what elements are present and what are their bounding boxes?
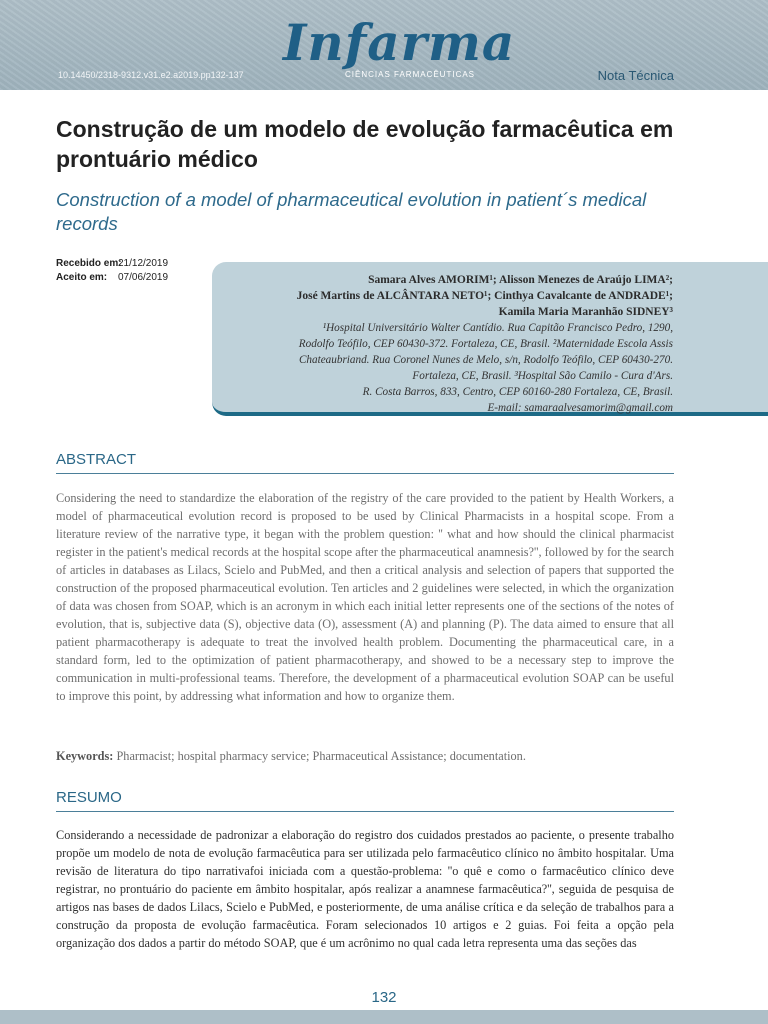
keywords-line <box>56 749 674 764</box>
received-label: Recebido em: <box>56 258 122 269</box>
keywords-label: Keywords: <box>56 749 114 763</box>
resumo-text: Considerando a necessidade de padronizar a elaboração do registro dos cuidados prestados ao paciente, o presente trabalho propõe um modelo de nota de evolução farmacêutica para ser utilizada pelo farmacêutico clínico no âmbito hospitalar. Uma revisão de literatura do tipo narrativafoi iniciada com a questão-problema: ''o quê e como o farmacêutico clínico deve registrar, no prontuário do paciente em âmbito hospitalar, após realizar a anamnese farmacêutica?'', seguida de pesquisa de artigos nas bases de dados Lilacs, Scielo e PubMed, e posteriormente, de uma análise crítica e da seleção de trabalhos para a construção da proposta de evolução farmacêutica. Foram selecionados 10 artigos e 2 guias. Foi feita a opção pela organização dos dados a partir do método SOAP, que é um acrônimo no qual cada letra representa uma das seções das <box>56 828 674 950</box>
affiliation-line-2: Rodolfo Teófilo, CEP 60430-372. Fortaleza, CE, Brasil. ²Maternidade Escola Assis <box>298 338 673 350</box>
abstract-text: Considering the need to standardize the elaboration of the registry of the care provided to the patient by Health Workers, a model of pharmaceutical evolution record is proposed to be used by Clinical Pharmacists in a hospital scope. From a literature review of the narrative type, it began with the problem question: '' what and how should the clinical pharmacist register in the patient's medical records at the hospital scope after the pharmaceutical anamnesis?'', followed by for the search of articles in databases as Lilacs, Scielo and PubMed, and then a critical analysis and selection of papers that supported the construction of the proposed pharmaceutical evolution. Ten articles and 2 guidelines were selected, in which the organization of data was chosen from SOAP, which is an acronym in which each initial letter represents one of the sections of the notes of evolution, that is, subjective data (S), objective data (O), assessment (A) and planning (P). The data aimed to ensure that all patient pharmacotherapy is adequate to treat the involved health problem. Documenting the pharmaceutical care, in a standard form, led to the optimization of patient pharmacotherapy, and showed to be a necessary step to improve the communication in multi-professional teams. Therefore, the development of a pharmaceutical evolution SOAP can be useful to improve this point, by addressing what information and how to organize them. <box>56 491 674 703</box>
keywords-value: Pharmacist; hospital pharmacy service; Pharmaceutical Assistance; documentation. <box>116 749 526 763</box>
author-email[interactable]: E-mail: samaraalvesamorim@gmail.com <box>487 402 673 414</box>
title-portuguese: Construção de um modelo de evolução farmacêutica em prontuário médico <box>56 116 674 172</box>
affiliation-line-1: ¹Hospital Universitário Walter Cantídio. Rua Capitão Francisco Pedro, 1290, <box>322 322 673 334</box>
section-label: Nota Técnica <box>597 68 674 83</box>
author-line-1: Samara Alves AMORIM¹; Alisson Menezes de Araújo LIMA²; <box>368 274 673 286</box>
resumo-heading: RESUMO <box>56 789 674 812</box>
affiliation-line-5: R. Costa Barros, 833, Centro, CEP 60160-280 Fortaleza, CE, Brasil. <box>362 386 673 398</box>
title-english: Construction of a model of pharmaceutical evolution in patient´s medical records <box>56 189 647 234</box>
received-value: 21/12/2019 <box>118 258 169 269</box>
accepted-value: 07/06/2019 <box>118 272 169 283</box>
abstract-heading: ABSTRACT <box>56 451 674 474</box>
logo-subtitle: CIÊNCIAS FARMACÊUTICAS <box>345 70 476 79</box>
affiliation-line-4: Fortaleza, CE, Brasil. ³Hospital São Camilo - Cura d'Ars. <box>412 370 673 382</box>
accepted-date <box>56 272 168 286</box>
accepted-label: Aceito em: <box>56 272 108 283</box>
journal-header <box>0 0 768 90</box>
journal-logo <box>283 10 516 84</box>
footer-bar <box>0 1010 768 1024</box>
authors-panel <box>212 262 768 416</box>
dates-block <box>56 258 168 286</box>
logo-wordmark: Infarma <box>283 13 516 72</box>
authors-content <box>213 272 673 416</box>
author-line-3: Kamila Maria Maranhão SIDNEY³ <box>498 306 673 318</box>
received-date <box>56 258 168 272</box>
author-line-2: José Martins de ALCÂNTARA NETO¹; Cinthya Cavalcante de ANDRADE¹; <box>296 290 673 302</box>
affiliation-line-3: Chateaubriand. Rua Coronel Nunes de Melo, s/n, Rodolfo Teófilo, CEP 60430-270. <box>298 354 673 366</box>
doi-text: 10.14450/2318-9312.v31.e2.a2019.pp132-137 <box>58 70 244 80</box>
page-number: 132 <box>371 989 397 1006</box>
